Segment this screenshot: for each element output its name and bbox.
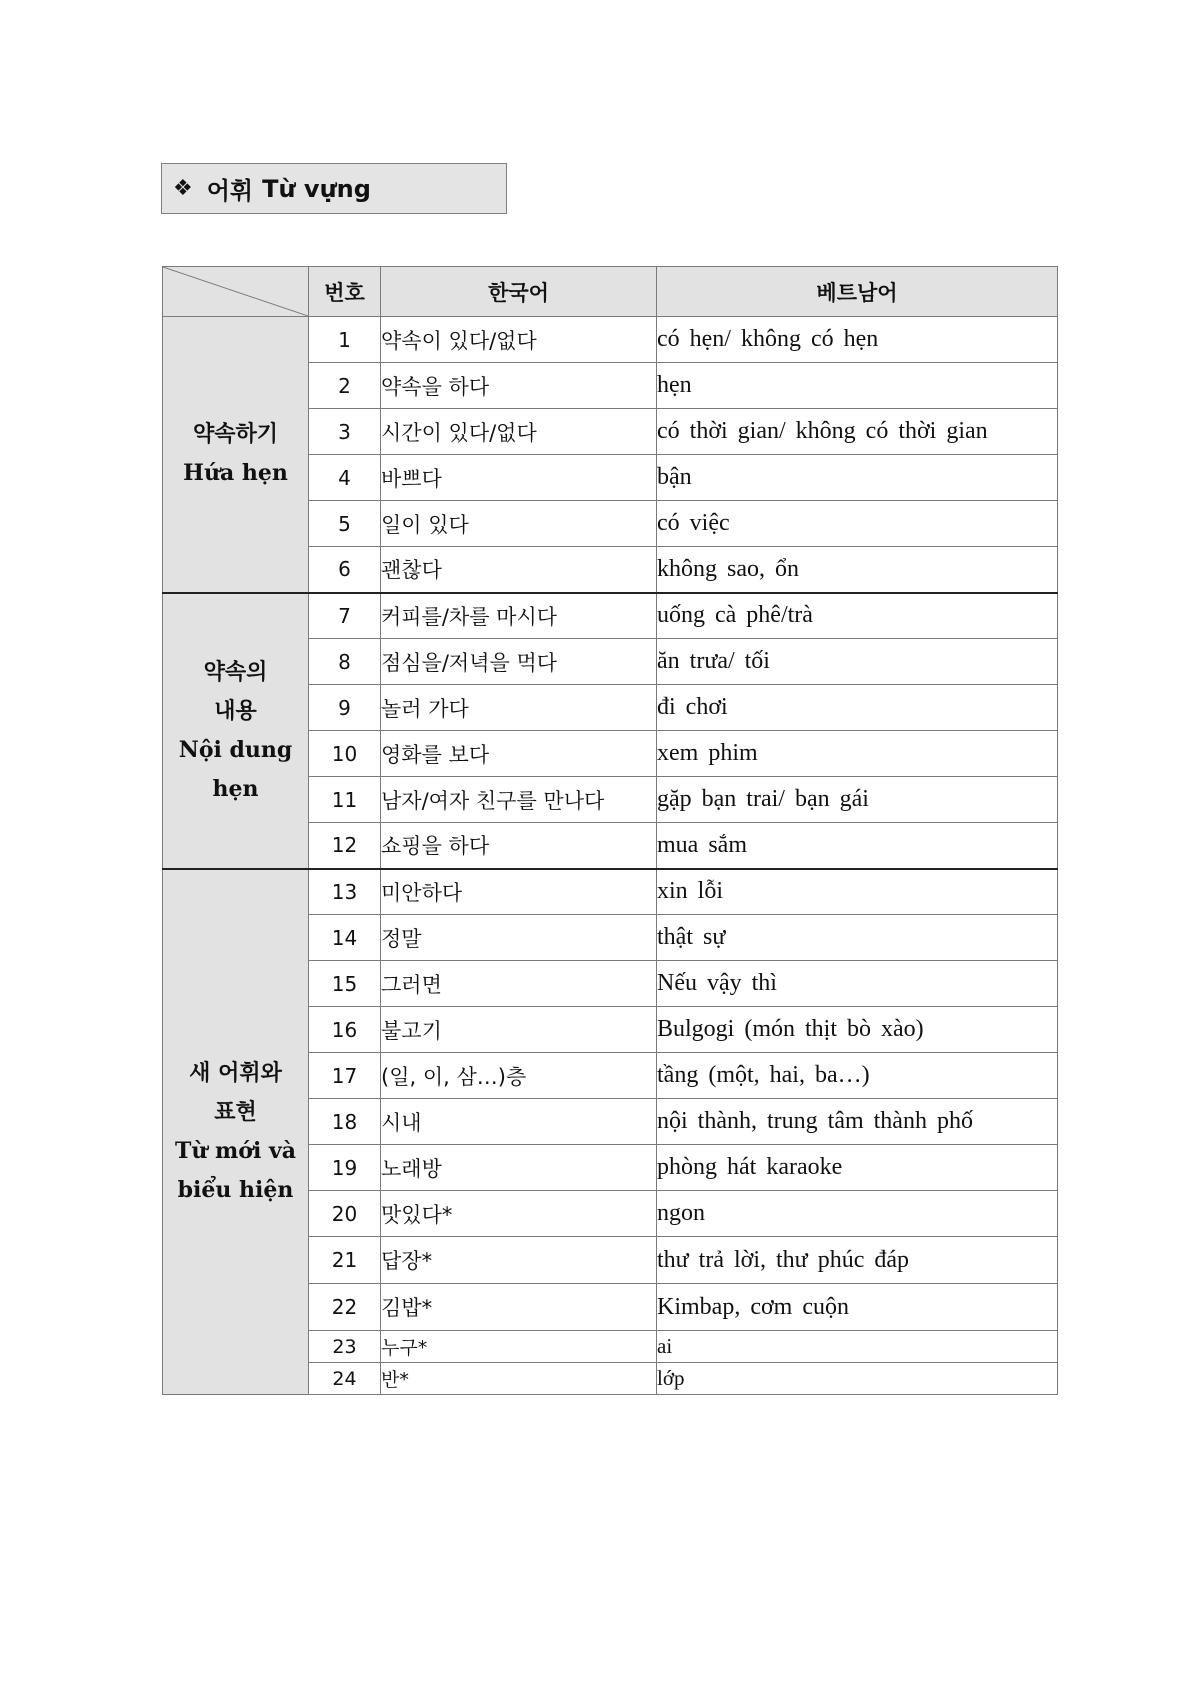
heading-korean: 어휘 [206, 177, 254, 205]
korean-term: 정말 [381, 915, 657, 961]
korean-term: 영화를 보다 [381, 731, 657, 777]
vietnamese-term: xin lỗi [657, 869, 1058, 915]
row-number: 1 [309, 317, 381, 363]
vietnamese-term: hẹn [657, 363, 1058, 409]
row-number: 9 [309, 685, 381, 731]
korean-term: 누구* [381, 1331, 657, 1363]
row-number: 14 [309, 915, 381, 961]
vietnamese-term: ai [657, 1331, 1058, 1363]
korean-term: 노래방 [381, 1145, 657, 1191]
row-number: 21 [309, 1237, 381, 1284]
row-number: 10 [309, 731, 381, 777]
korean-term: 미안하다 [381, 869, 657, 915]
group-label-line: Hứa hẹn [183, 460, 288, 487]
vietnamese-term: thư trả lời, thư phúc đáp [657, 1237, 1058, 1284]
vietnamese-term: ngon [657, 1191, 1058, 1237]
vietnamese-term: Kimbap, cơm cuộn [657, 1284, 1058, 1331]
vietnamese-term: lớp [657, 1363, 1058, 1395]
korean-term: 쇼핑을 하다 [381, 823, 657, 869]
group-label-line: biểu hiện [177, 1176, 294, 1203]
vietnamese-term: bận [657, 455, 1058, 501]
group-label-line: 내용 [214, 698, 257, 724]
row-number: 17 [309, 1053, 381, 1099]
row-number: 8 [309, 639, 381, 685]
row-number: 4 [309, 455, 381, 501]
row-number: 12 [309, 823, 381, 869]
vietnamese-term: có thời gian/ không có thời gian [657, 409, 1058, 455]
korean-term: 남자/여자 친구를 만나다 [381, 777, 657, 823]
row-number: 24 [309, 1363, 381, 1395]
korean-term: 커피를/차를 마시다 [381, 593, 657, 639]
diagonal-line-icon [163, 267, 308, 316]
table-row [163, 869, 1058, 915]
vietnamese-term: đi chơi [657, 685, 1058, 731]
group-label-line: Từ mới và [174, 1137, 297, 1164]
vietnamese-term: gặp bạn trai/ bạn gái [657, 777, 1058, 823]
row-number: 13 [309, 869, 381, 915]
korean-term: 김밥* [381, 1284, 657, 1331]
diagonal-corner-cell [163, 267, 309, 317]
korean-term: 약속을 하다 [381, 363, 657, 409]
row-number: 15 [309, 961, 381, 1007]
vietnamese-term: xem phim [657, 731, 1058, 777]
row-number: 7 [309, 593, 381, 639]
row-number: 3 [309, 409, 381, 455]
row-number: 23 [309, 1331, 381, 1363]
group-label-line: 약속하기 [192, 422, 278, 448]
group-label-line: 표현 [214, 1099, 257, 1125]
group-label-line: 약속의 [203, 659, 268, 685]
vocabulary-table [162, 266, 1058, 1395]
group-label-new-vocabulary [163, 869, 309, 1395]
korean-term: 그러면 [381, 961, 657, 1007]
vietnamese-term: Bulgogi (món thịt bò xào) [657, 1007, 1058, 1053]
korean-term: 시간이 있다/없다 [381, 409, 657, 455]
section-heading [161, 163, 507, 214]
table-row [163, 317, 1058, 363]
korean-term: 놀러 가다 [381, 685, 657, 731]
group-label-appointment-content [163, 593, 309, 869]
row-number: 11 [309, 777, 381, 823]
korean-term: 시내 [381, 1099, 657, 1145]
group-label-promise [163, 317, 309, 593]
vietnamese-term: không sao, ổn [657, 547, 1058, 593]
korean-term: 괜찮다 [381, 547, 657, 593]
row-number: 6 [309, 547, 381, 593]
korean-term: 불고기 [381, 1007, 657, 1053]
group-label-line: Nội dung [178, 736, 293, 763]
vietnamese-term: uống cà phê/trà [657, 593, 1058, 639]
row-number: 18 [309, 1099, 381, 1145]
vietnamese-term: phòng hát karaoke [657, 1145, 1058, 1191]
table-header-row [163, 267, 1058, 317]
diamond-bullet-icon: ❖ [173, 176, 193, 201]
vietnamese-term: mua sắm [657, 823, 1058, 869]
korean-term: 맛있다* [381, 1191, 657, 1237]
vietnamese-term: có việc [657, 501, 1058, 547]
row-number: 2 [309, 363, 381, 409]
korean-term: 바쁘다 [381, 455, 657, 501]
korean-term: 답장* [381, 1237, 657, 1284]
row-number: 5 [309, 501, 381, 547]
column-header-korean: 한국어 [381, 267, 657, 317]
row-number: 22 [309, 1284, 381, 1331]
row-number: 20 [309, 1191, 381, 1237]
table-row [163, 593, 1058, 639]
vietnamese-term: nội thành, trung tâm thành phố [657, 1099, 1058, 1145]
vietnamese-term: Nếu vậy thì [657, 961, 1058, 1007]
vietnamese-term: thật sự [657, 915, 1058, 961]
column-header-vietnamese: 베트남어 [657, 267, 1058, 317]
vietnamese-term: tầng (một, hai, ba…) [657, 1053, 1058, 1099]
vietnamese-term: có hẹn/ không có hẹn [657, 317, 1058, 363]
row-number: 19 [309, 1145, 381, 1191]
vietnamese-term: ăn trưa/ tối [657, 639, 1058, 685]
row-number: 16 [309, 1007, 381, 1053]
group-label-line: 새 어휘와 [189, 1060, 282, 1086]
korean-term: 약속이 있다/없다 [381, 317, 657, 363]
heading-vietnamese: Từ vựng [262, 174, 371, 203]
korean-term: 점심을/저녁을 먹다 [381, 639, 657, 685]
column-header-number: 번호 [309, 267, 381, 317]
korean-term: 반* [381, 1363, 657, 1395]
group-label-line: hẹn [212, 775, 259, 802]
korean-term: 일이 있다 [381, 501, 657, 547]
korean-term: (일, 이, 삼…)층 [381, 1053, 657, 1099]
